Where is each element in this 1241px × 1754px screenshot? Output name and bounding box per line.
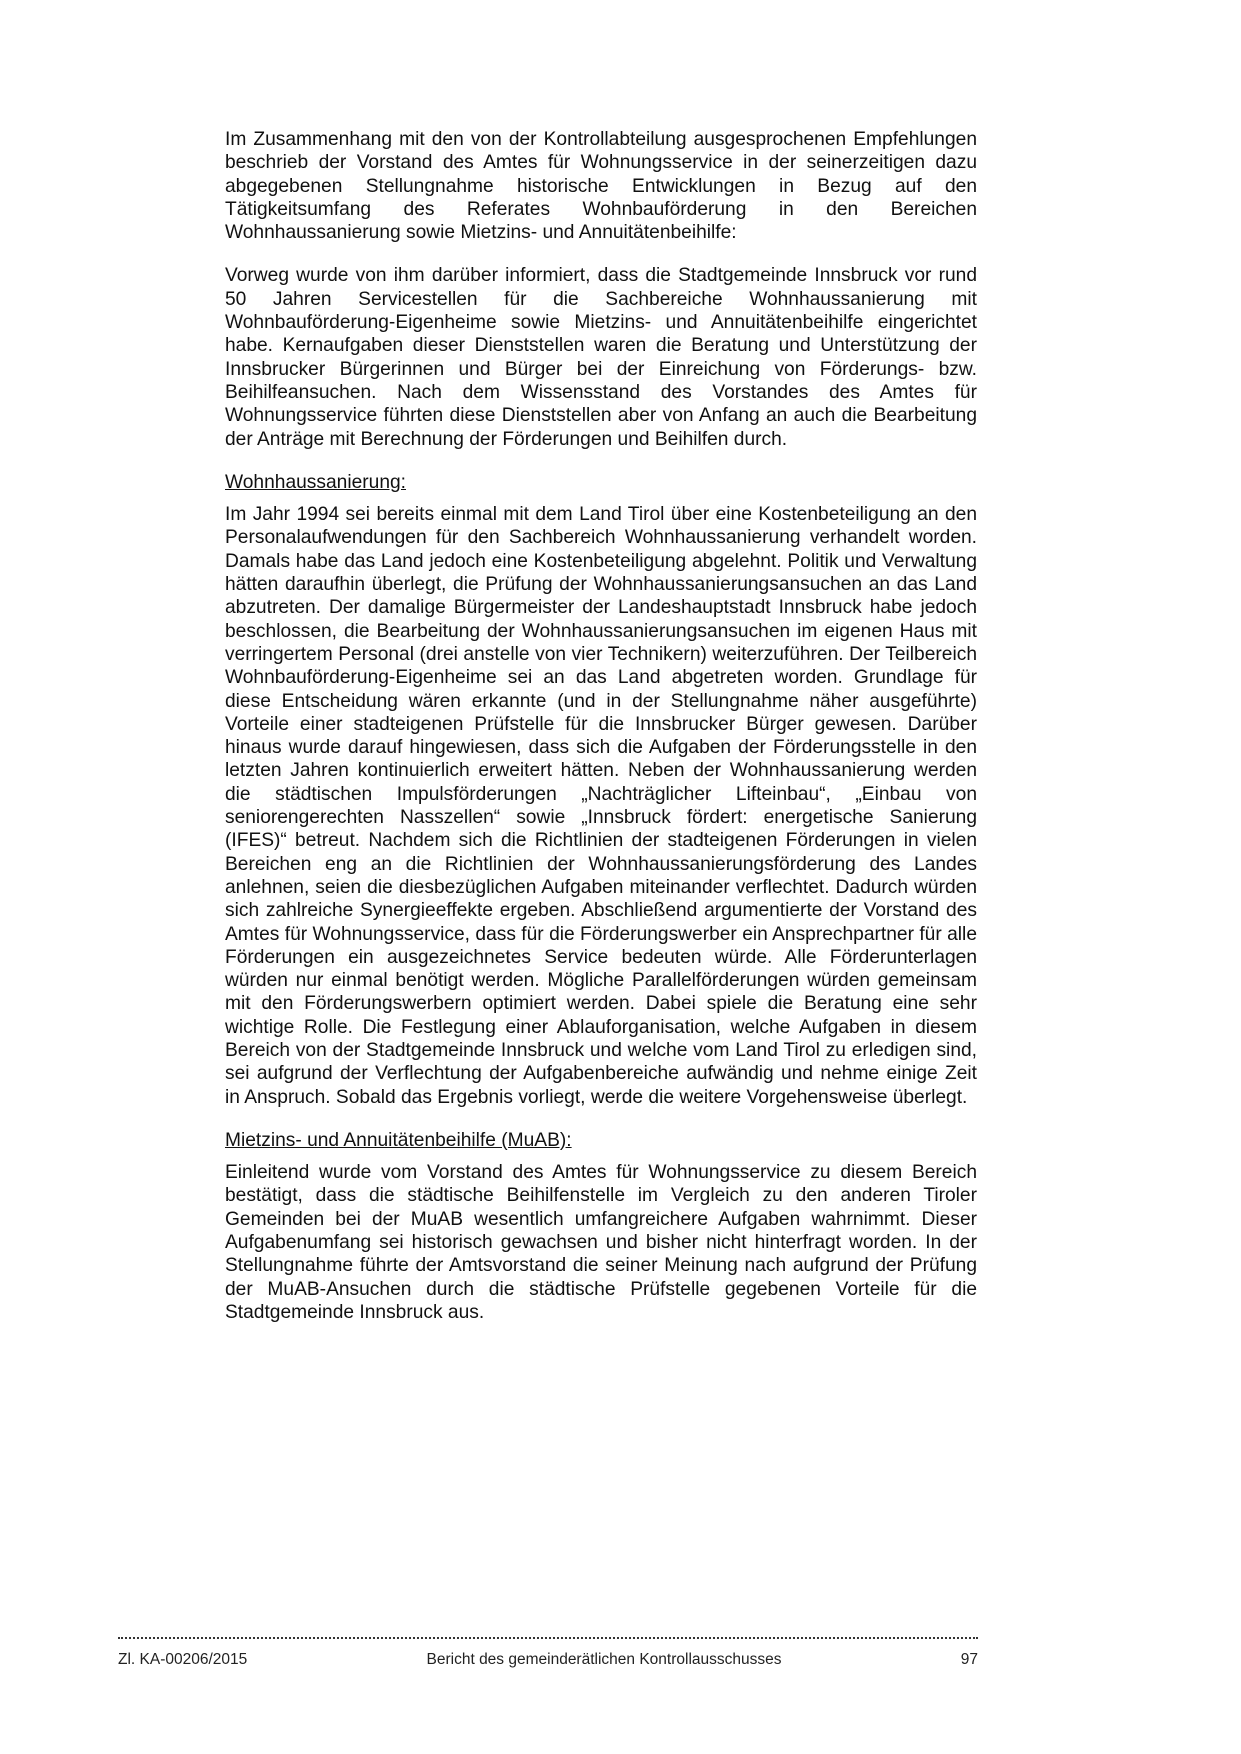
section-heading-muab: Mietzins- und Annuitätenbeihilfe (MuAB): bbox=[225, 1129, 572, 1151]
document-body bbox=[225, 128, 977, 1344]
footer-reference: Zl. KA-00206/2015 bbox=[118, 1651, 248, 1668]
wohnhaussanierung-paragraph: Im Jahr 1994 sei bereits einmal mit dem Land Tirol über eine Kostenbeteiligung an den Personalaufwendungen für den Sachbereich Wohnhaussanierung verhandelt worden. Damals habe das Land jedoch eine Kostenbeteiligung abgelehnt. Politik und Verwaltung hätten daraufhin überlegt, die Prüfung der Wohnhaussanierungsansuchen an das Land abzutreten. Der damalige Bürgermeister der Landeshauptstadt Innsbruck habe jedoch beschlossen, die Bearbeitung der Wohnhaussanierungsansuchen im eigenen Haus mit verringertem Personal (drei anstelle von vier Technikern) weiterzuführen. Der Teilbereich Wohnbauförderung-Eigenheime sei an das Land abgetreten worden. Grundlage für diese Entscheidung wären erkannte (und in der Stellungnahme näher ausgeführte) Vorteile einer stadteigenen Prüfstelle für die Innsbrucker Bürger gewesen. Darüber hinaus wurde darauf hingewiesen, dass sich die Aufgaben der Förderungsstelle in den letzten Jahren kontinuierlich erweitert hätten. Neben der Wohnhaussanierung werden die städtischen Impulsförderungen „Nachträglicher Lifteinbau“, „Einbau von seniorengerechten Nasszellen“ sowie „Innsbruck fördert: energetische Sanierung (IFES)“ betreut. Nachdem sich die Richtlinien der stadteigenen Förderungen in vielen Bereichen eng an die Richtlinien der Wohnhaussanierungsförderung des Landes anlehnen, seien die diesbezüglichen Aufgaben miteinander verflechtet. Dadurch würden sich zahlreiche Synergieeffekte ergeben. Abschließend argumentierte der Vorstand des Amtes für Wohnungsservice, dass für die Förderungswerber ein Ansprechpartner für alle Förderungen ein ausgezeichnetes Service bedeuten würde. Alle Förderunterlagen würden nur einmal benötigt werden. Mögliche Parallelförderungen würden gemeinsam mit den Förderungswerbern optimiert werden. Dabei spiele die Beratung eine sehr wichtige Rolle. Die Festlegung einer Ablauforganisation, welche Aufgaben in diesem Bereich von der Stadtgemeinde Innsbruck und welche vom Land Tirol zu erledigen sind, sei aufgrund der Verflechtung der Aufgabenbereiche aufwändig und nehme einige Zeit in Anspruch. Sobald das Ergebnis vorliegt, werde die weitere Vorgehensweise überlegt. bbox=[225, 504, 977, 1108]
background-paragraph: Vorweg wurde von ihm darüber informiert, dass die Stadtgemeinde Innsbruck vor rund 50 Jahren Servicestellen für die Sachbereiche Wohnhaussanierung mit Wohnbauförderung-Eigenheime sowie Mietzins- und Annuitätenbeihilfe eingerichtet habe. Kernaufgaben dieser Dienststellen waren die Beratung und Unterstützung der Innsbrucker Bürgerinnen und Bürger bei der Einreichung von Förderungs- bzw. Beihilfeansuchen. Nach dem Wissensstand des Vorstandes des Amtes für Wohnungsservice führten diese Dienststellen aber von Anfang an auch die Bearbeitung der Anträge mit Berechnung der Förderungen und Beihilfen durch. bbox=[225, 265, 977, 450]
muab-paragraph: Einleitend wurde vom Vorstand des Amtes für Wohnungsservice zu diesem Bereich bestätigt, dass die städtische Beihilfenstelle im Vergleich zu den anderen Tiroler Gemeinden bei der MuAB wesentlich umfangreichere Aufgaben wahrnimmt. Dieser Aufgabenumfang sei historisch gewachsen und bisher nicht hinterfragt worden. In der Stellungnahme führte der Amtsvorstand die seiner Meinung nach aufgrund der Prüfung der MuAB-Ansuchen durch die städtische Prüfstelle gegebenen Vorteile für die Stadtgemeinde Innsbruck aus. bbox=[225, 1162, 977, 1323]
intro-paragraph: Im Zusammenhang mit den von der Kontrollabteilung ausgesprochenen Empfehlungen beschrieb der Vorstand des Amtes für Wohnungsservice in der seinerzeitigen dazu abgegebenen Stellungnahme historische Entwicklungen in Bezug auf den Tätigkeitsumfang des Referates Wohnbauförderung in den Bereichen Wohnhaussanierung sowie Mietzins- und Annuitätenbeihilfe: bbox=[225, 129, 977, 244]
page-number: 97 bbox=[960, 1651, 978, 1668]
page-footer bbox=[118, 1636, 978, 1669]
footer-divider bbox=[118, 1636, 978, 1639]
section-heading-wohnhaussanierung: Wohnhaussanierung: bbox=[225, 471, 406, 493]
footer-title: Bericht des gemeinderätlichen Kontrollausschusses bbox=[426, 1651, 782, 1668]
